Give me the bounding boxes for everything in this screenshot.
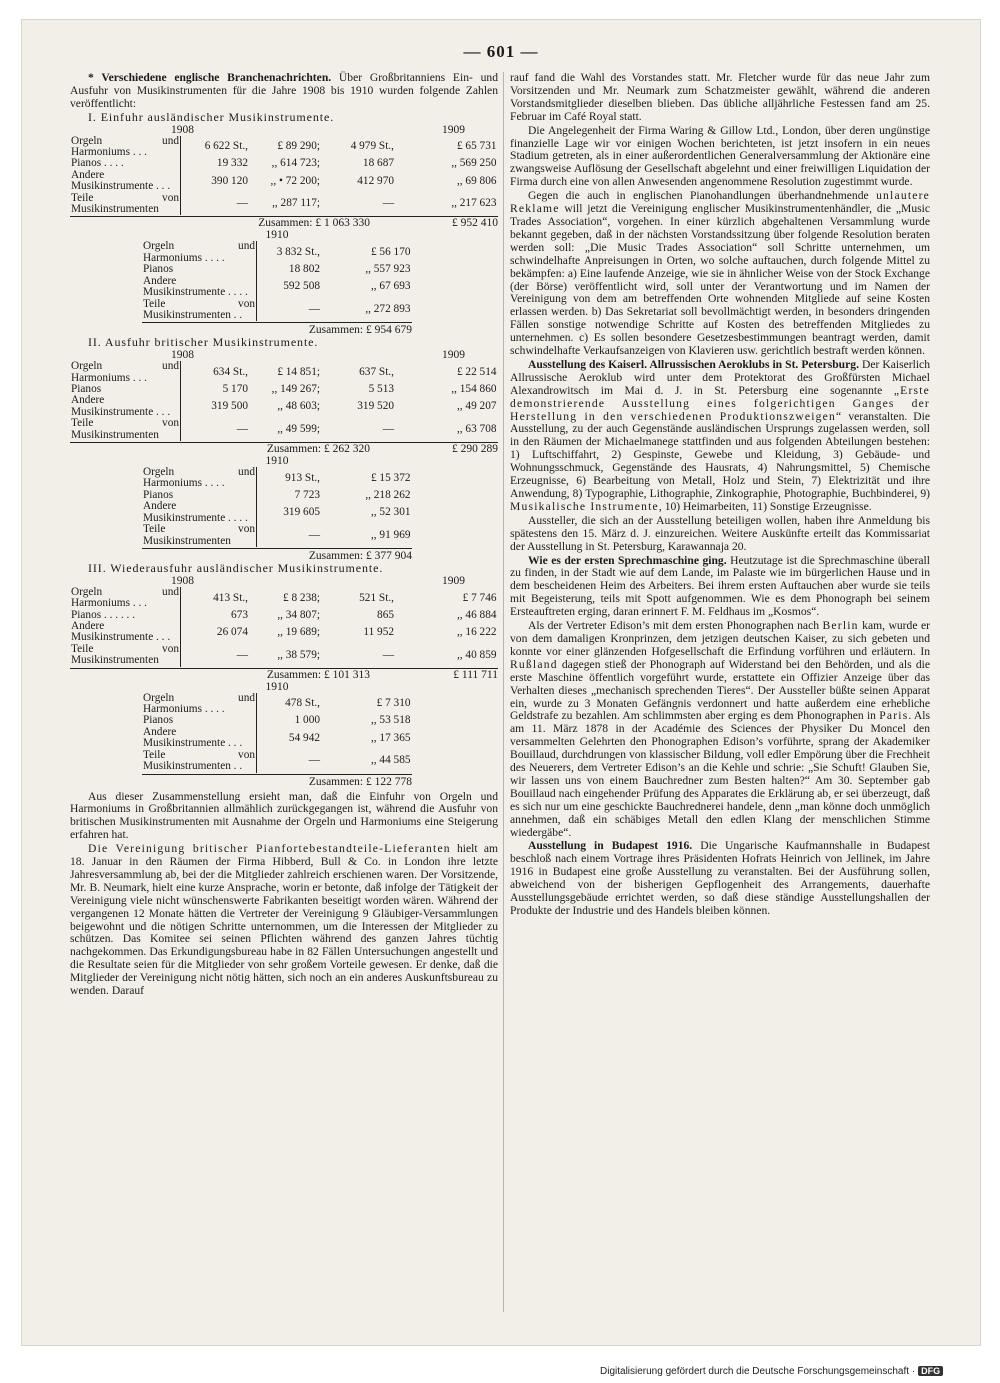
table-row: Andere Musikinstrumente . . . . 319 605 ,, 52 301 [143, 500, 411, 524]
table-row: Teile von Musikinstrumenten . . — ,, 272 893 [143, 297, 411, 321]
table-1910 [142, 467, 412, 547]
table-row: Pianos 5 170 ,, 149 267; 5 513 ,, 154 860 [71, 383, 497, 396]
article-paragraph: Ausstellung des Kaiserl. Allrussischen Aeroklubs in St. Petersburg. Der Kaiserlich Allrussische Aeroklub wird unter dem Protektorat des Großfürsten Michael Alexandrowitsch im Mai d. J. in St. Petersburg eine sogenannte „Erste demonstrierende Ausstellung eines folgerichtigen Ganges der Herstellung in den verschiedenen Produktionszweigen“ veranstalten. Die Ausstellung, zu der auch Gegenstände ausländischen Ursprungs zugelassen werden, soll in den Räumen der Michaelmanege stattfinden und aus folgenden Abteilungen bestehen: 1) Luftschiffahrt, 2) Gespinste, Gewebe und Kleidung, 3) Gebäude- und Wohnungsschmuck, Gegenstände des Hausrats, 4) Nahrungsmittel, 5) Chemische Erzeugnisse, 6) Bearbeitung von Metall, Holz und Stein, 7) Elektrizität und ihre Anwendung, 8) Typographie, Lithographie, Zinkographie, Photographie, Buchbinderei, 9) Musikalische Instrumente, 10) Heimarbeiten, 11) Sonstige Erzeugnisse. [510, 357, 930, 513]
year-1908: 1908 [171, 349, 194, 362]
table-row: Pianos . . . . . . 673 ,, 34 807; 865 ,, 46 884 [71, 608, 497, 621]
table-row: Orgeln und Harmoniums . . . . 913 St., £ 15 372 [143, 466, 411, 490]
table-row: Teile von Musikinstrumenten — ,, 49 599; — ,, 63 708 [71, 417, 497, 441]
table-row: Teile von Musikinstrumenten — ,, 91 969 [143, 523, 411, 547]
table-1910-block [142, 455, 412, 562]
section-heading: I. Einfuhr ausländischer Musikinstrumente. [88, 109, 335, 124]
section-reexport [70, 562, 498, 788]
table-row: Andere Musikinstrumente . . . 26 074 ,, 19 689; 11 952 ,, 16 222 [71, 620, 497, 644]
year-1908: 1908 [171, 123, 194, 136]
table-row: Orgeln und Harmoniums . . . 6 622 St., £ 89 290; 4 979 St., £ 65 731 [71, 134, 497, 159]
table-row: Teile von Musikinstrumenten — ,, 38 579; — ,, 40 859 [71, 642, 497, 667]
article-paragraph: Die Angelegenheit der Firma Waring & Gillow Ltd., London, über deren ungünstige finanzielle Lage wir vor einigen Wochen berichteten, ist jetzt insofern in ein neues Stadium getreten, als in einer außerordentlichen Generalversammlung der Aktionäre eine zwangsweise Auflösung der Gesellschaft abgelehnt und einer freiwilligen Liquidation der Firma durch eine von allen Anwesenden angenommene Resolution zugestimmt wurde. [510, 123, 930, 189]
year-header [142, 681, 412, 693]
total-row-1910: Zusammen: £ 954 679 [142, 322, 412, 336]
year-header [70, 124, 498, 136]
article-paragraph: Ausstellung in Budapest 1916. Die Ungarische Kaufmannshalle in Budapest beschloß nach einem Vortrage ihres Präsidenten Hofrats Heinrich von Jellinek, im Jahre 1916 in Budapest eine große Ausstellung zu veranstalten. Bei der Ausführung sollen, abweichend von der bisherigen Gepflogenheit des Arrangements, dauerhafte Ausstellungsgebäude errichtet werden, so daß diese ständige Ausstellungshallen der Produkte der Industrie und des Handels bleiben können. [510, 839, 930, 917]
total-row-1908-1909: Zusammen: £ 262 320 £ 290 289 [70, 442, 498, 455]
intro-paragraph [70, 72, 498, 111]
year-1909: 1909 [442, 349, 465, 362]
table-1910-block [142, 229, 412, 336]
intro-title: * Verschiedene englische Branchenachrichten. [88, 71, 332, 84]
table-row: Teile von Musikinstrumenten — ,, 287 117; — ,, 217 623 [71, 191, 497, 216]
table-row: Andere Musikinstrumente . . . 390 120 ,, • 72 200; 412 970 ,, 69 806 [71, 168, 497, 193]
year-header [70, 575, 498, 587]
total-row-1910: Zusammen: £ 122 778 [142, 774, 412, 788]
intro-text: Über Großbritanniens Ein- und Ausfuhr von Musikinstrumenten für die Jahre 1908 bis 1910 wurden folgende Zahlen veröffentlicht: [70, 71, 498, 110]
year-1909: 1909 [442, 123, 465, 136]
table-1908-1909 [70, 587, 498, 667]
table-row: Pianos 1 000 ,, 53 518 [143, 714, 411, 727]
table-row: Pianos 18 802 ,, 557 923 [143, 263, 411, 276]
table-1910-block [142, 681, 412, 788]
dfg-logo: DFG [918, 1366, 943, 1376]
year-1910: 1910 [265, 455, 289, 468]
table-row: Pianos 7 723 ,, 218 262 [143, 488, 411, 501]
article-paragraph: rauf fand die Wahl des Vorstandes statt. Mr. Fletcher wurde für das neue Jahr zum Vorsitzenden und Mr. Neumark zum Schatzmeister gewählt, während die anderen Vorstandsmitglieder dieselben blieben. Das übliche alljährliche Festessen fand am 25. Februar im Café Royal statt. [510, 71, 930, 123]
section-export [70, 336, 498, 562]
article-paragraph: Wie es der ersten Sprechmaschine ging. Heutzutage ist die Sprechmaschine überall zu finden, in der Stadt wie auf dem Lande, im Palaste wie im bürgerlichen Hause und in dem bescheidenen Heim des Arbeiters. Bei ihrem ersten Auftauchen aber wurde sie teils mit Begeisterung, teils mit Spott aufgenommen. Wie es dem Phonograph bei seinem Ersteauftreten erging, daran erinnert F. M. Feldhaus im „Kosmos“. [510, 553, 930, 619]
article-paragraph: Gegen die auch in englischen Pianohandlungen überhandnehmende unlautere Reklame will jetzt die Vereinigung englischer Musikinstrumentenhändler, die „Music Trades Association“, vorgehen. In einer kürzlich abgehaltenen Versammlung wurde bekannt gegeben, daß in der nächsten Vorstandssitzung über folgende Resolution beraten werden soll: „Die Music Trades Association“ soll Schritte unternehmen, um schwindelhafte Anpreisungen in Orten, wo solche auftauchen, durch folgende Mittel zu bekämpfen: a) Eine laufende Anzeige, wie sie in ähnlicher Weise von der Stock Exchange (der Börse) veröffentlicht wird, soll unter der Verantwortung und im Namen der Vereinigung von dem am betreffenden Orte wohnenden Mitgliede auf seine Kosten erlassen werden. b) Das Sekretariat soll bevollmächtigt werden, in besonders dringenden Fällen sonstige notwendige Schritte auf Kosten des betreffenden Mitgliedes zu unternehmen. c) Es sollen besondere Gesetzesbestimmungen beantragt werden, damit schwindelhafte Verkaufsanzeigen von Klavieren usw. gerichtlich bestraft werden können. [510, 189, 930, 358]
table-row: Andere Musikinstrumente . . . . 592 508 ,, 67 693 [143, 274, 411, 299]
section-import [70, 111, 498, 337]
table-1910 [142, 241, 412, 321]
total-row-1908-1909: Zusammen: £ 1 063 330 £ 952 410 [70, 216, 498, 229]
association-paragraph: Die Vereinigung britischer Pianfortebestandteile-Lieferanten hielt am 18. Januar in den Räumen der Firma Hibberd, Bull & Co. in London ihre letzte Jahresversammlung ab, bei der die Mitglieder zahlreich erschienen waren. Der Vorsitzende, Mr. B. Neumark, hielt eine kurze Ansprache, worin er betonte, daß infolge der Tätigkeit der Vereinigung viele nicht wünschenswerte Fabrikanten beseitigt worden wären. Während der vergangenen 12 Monate hätten die Vertreter der Vereinigung 9 Gläubiger-Versammlungen beigewohnt und die nötigen Schritte unternommen, um die Interessen der Mitglieder zu schützen. Das Komitee sei seinen Pflichten während des ganzen Jahres tüchtig nachgekommen. Das Erkundigungsbureau habe in 82 Fällen Untersuchungen angestellt und die Resultate seien für die Mitglieder von sehr großem Vorteile gewesen. Er denke, daß die Mitglieder der Vereinigung nicht nötig hätten, sich noch an ein anderes Auskunftsbureau zu wenden. Darauf [70, 842, 498, 998]
article-paragraph: Als der Vertreter Edison’s mit dem ersten Phonographen nach Berlin kam, wurde er von dem damaligen Kronprinzen, dem jetzigen deutschen Kaiser, zu sich gebeten und konnte vor einer glänzenden Hofgesellschaft die Erfindung vorführen und erläutern. In Rußland dagegen stieß der Phonograph auf Widerstand bei den Behörden, und als die erste Maschine öffentlich vorgeführt wurde, erstattete ein Offizier Anzeige über das Verhalten dieses „mechanisch sprechenden Tieres“. Der Aussteller büßte seinen Apparat ein, wurde zu 3 Monaten Gefängnis verdonnert und hatte außerdem eine erhebliche Geldstrafe zu bezahlen. Am schlimmsten aber erging es dem Phonographen in Paris. Als am 11. März 1878 in der Académie des Sciences der Physiker Du Moncel den versammelten Gelehrten den Phonographen Edison’s vorführte, sprang der Akademiker Bouillaud, durchdrungen von klassischer Bildung, voll edler Empörung über die Frechheit des Neuerers, dem Vertreter Edison’s an die Kehle und schrie: „Sie Schuft! Glauben Sie, wir lassen uns von einem Bauchredner zum Besten halten?“ Am 30. September gab Bouillaud nach eingehender Prüfung des Apparates die Erklärung ab, er sei überzeugt, daß es sich nur um eine geschickte Bauchrednerei handele, denn „man könne doch unmöglich annehmen, daß ein schäbiges Metall den edlen Klang der menschlichen Stimme wiedergäbe“. [510, 619, 931, 839]
left-column [70, 72, 498, 998]
section-heading: III. Wiederausfuhr ausländischer Musikinstrumente. [88, 560, 384, 575]
table-1908-1909 [70, 136, 498, 216]
total-row-1908-1909: Zusammen: £ 101 313 £ 111 711 [70, 668, 498, 681]
footer-credit: Digitalisierung gefördert durch die Deutsche Forschungsgemeinschaft · DFG [600, 1366, 943, 1377]
newspaper-page [22, 20, 980, 1345]
total-row-1910: Zusammen: £ 377 904 [142, 548, 412, 562]
year-1910: 1910 [265, 229, 289, 242]
year-1909: 1909 [442, 574, 465, 587]
table-row: Orgeln und Harmoniums . . . . 3 832 St., £ 56 170 [143, 240, 411, 264]
table-row: Teile von Musikinstrumenten . . — ,, 44 585 [143, 748, 411, 773]
section-heading: II. Ausfuhr britischer Musikinstrumente. [88, 335, 319, 350]
left-tail [70, 791, 498, 999]
table-1910 [142, 693, 412, 773]
year-1910: 1910 [265, 680, 289, 693]
year-1908: 1908 [171, 574, 194, 587]
column-divider [503, 72, 504, 1312]
page-number: — 601 — [463, 42, 539, 61]
table-row: Orgeln und Harmoniums . . . 413 St., £ 8 238; 521 St., £ 7 746 [71, 585, 497, 610]
table-row: Andere Musikinstrumente . . . 319 500 ,, 48 603; 319 520 ,, 49 207 [71, 394, 497, 418]
right-column [510, 72, 930, 918]
article-paragraph: Aussteller, die sich an der Ausstellung beteiligen wollen, haben ihre Anmeldung bis spätestens den 15. März d. J. einzureichen. Weitere Auskünfte erteilt das Kommissariat der Ausstellung in St. Petersburg, Karawannaja 20. [510, 513, 930, 553]
table-row: Andere Musikinstrumente . . . 54 942 ,, 17 365 [143, 725, 411, 750]
table-1908-1909 [70, 361, 498, 441]
table-row: Orgeln und Harmoniums . . . 634 St., £ 14 851; 637 St., £ 22 514 [71, 360, 497, 384]
summary-paragraph: Aus dieser Zusammenstellung ersieht man, daß die Einfuhr von Orgeln und Harmoniums in Großbritannien allmählich zurückgegangen ist, während die Ausfuhr von britischen Musikinstrumenten mit Ausnahme der Orgeln und Harmoniums eine Steigerung erfahren hat. [70, 789, 498, 842]
table-row: Orgeln und Harmoniums . . . . 478 St., £ 7 310 [143, 691, 411, 716]
table-row: Pianos . . . . 19 332 ,, 614 723; 18 687 ,, 569 250 [71, 157, 497, 170]
